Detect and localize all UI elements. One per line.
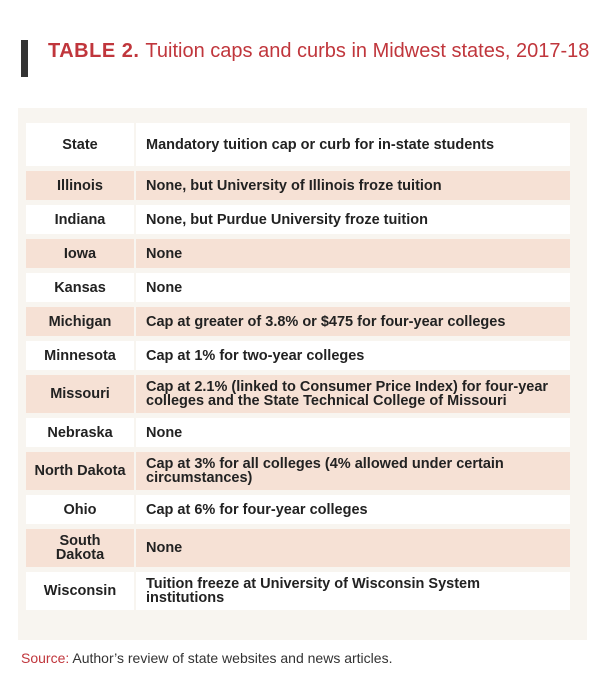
- policy-cell: None: [136, 273, 570, 302]
- header-state: State: [26, 123, 136, 166]
- table-row: [26, 452, 570, 490]
- header-policy: Mandatory tuition cap or curb for in-state students: [136, 123, 570, 166]
- policy-cell: None, but University of Illinois froze tuition: [136, 171, 570, 200]
- policy-cell: None: [136, 529, 570, 567]
- state-cell: Iowa: [26, 239, 136, 268]
- state-cell: South Dakota: [26, 529, 136, 567]
- table-number: TABLE 2.: [48, 40, 140, 62]
- policy-cell: None, but Purdue University froze tuition: [136, 205, 570, 234]
- table-row: [26, 375, 570, 413]
- table-row: [26, 341, 570, 370]
- state-cell: Wisconsin: [26, 572, 136, 610]
- table-row: [26, 495, 570, 524]
- state-cell: North Dakota: [26, 452, 136, 490]
- state-cell: Indiana: [26, 205, 136, 234]
- table-row: [26, 205, 570, 234]
- table-title-text: Tuition caps and curbs in Midwest states, 2017-18: [145, 40, 590, 62]
- table-title: [48, 40, 589, 63]
- policy-cell: None: [136, 239, 570, 268]
- tuition-table: [26, 118, 570, 615]
- state-cell: Minnesota: [26, 341, 136, 370]
- state-cell: Michigan: [26, 307, 136, 336]
- source-note: [21, 650, 392, 666]
- state-cell: Kansas: [26, 273, 136, 302]
- title-accent-bar: [21, 40, 28, 77]
- table-row: [26, 307, 570, 336]
- policy-cell: Cap at greater of 3.8% or $475 for four-year colleges: [136, 307, 570, 336]
- policy-cell: Tuition freeze at University of Wisconsin System institutions: [136, 572, 570, 610]
- policy-cell: None: [136, 418, 570, 447]
- table-row: [26, 529, 570, 567]
- table-row: [26, 239, 570, 268]
- policy-cell: Cap at 3% for all colleges (4% allowed under certain circumstances): [136, 452, 570, 490]
- source-text: Author’s review of state websites and news articles.: [72, 650, 393, 666]
- state-cell: Missouri: [26, 375, 136, 413]
- policy-cell: Cap at 1% for two-year colleges: [136, 341, 570, 370]
- table-row: [26, 418, 570, 447]
- state-cell: Ohio: [26, 495, 136, 524]
- table-row: [26, 273, 570, 302]
- state-cell: Nebraska: [26, 418, 136, 447]
- policy-cell: Cap at 6% for four-year colleges: [136, 495, 570, 524]
- policy-cell: Cap at 2.1% (linked to Consumer Price Index) for four-year colleges and the State Technical College of Missouri: [136, 375, 570, 413]
- state-cell: Illinois: [26, 171, 136, 200]
- source-label: Source:: [21, 650, 70, 666]
- table-header-row: [26, 123, 570, 166]
- table-row: [26, 572, 570, 610]
- table-row: [26, 171, 570, 200]
